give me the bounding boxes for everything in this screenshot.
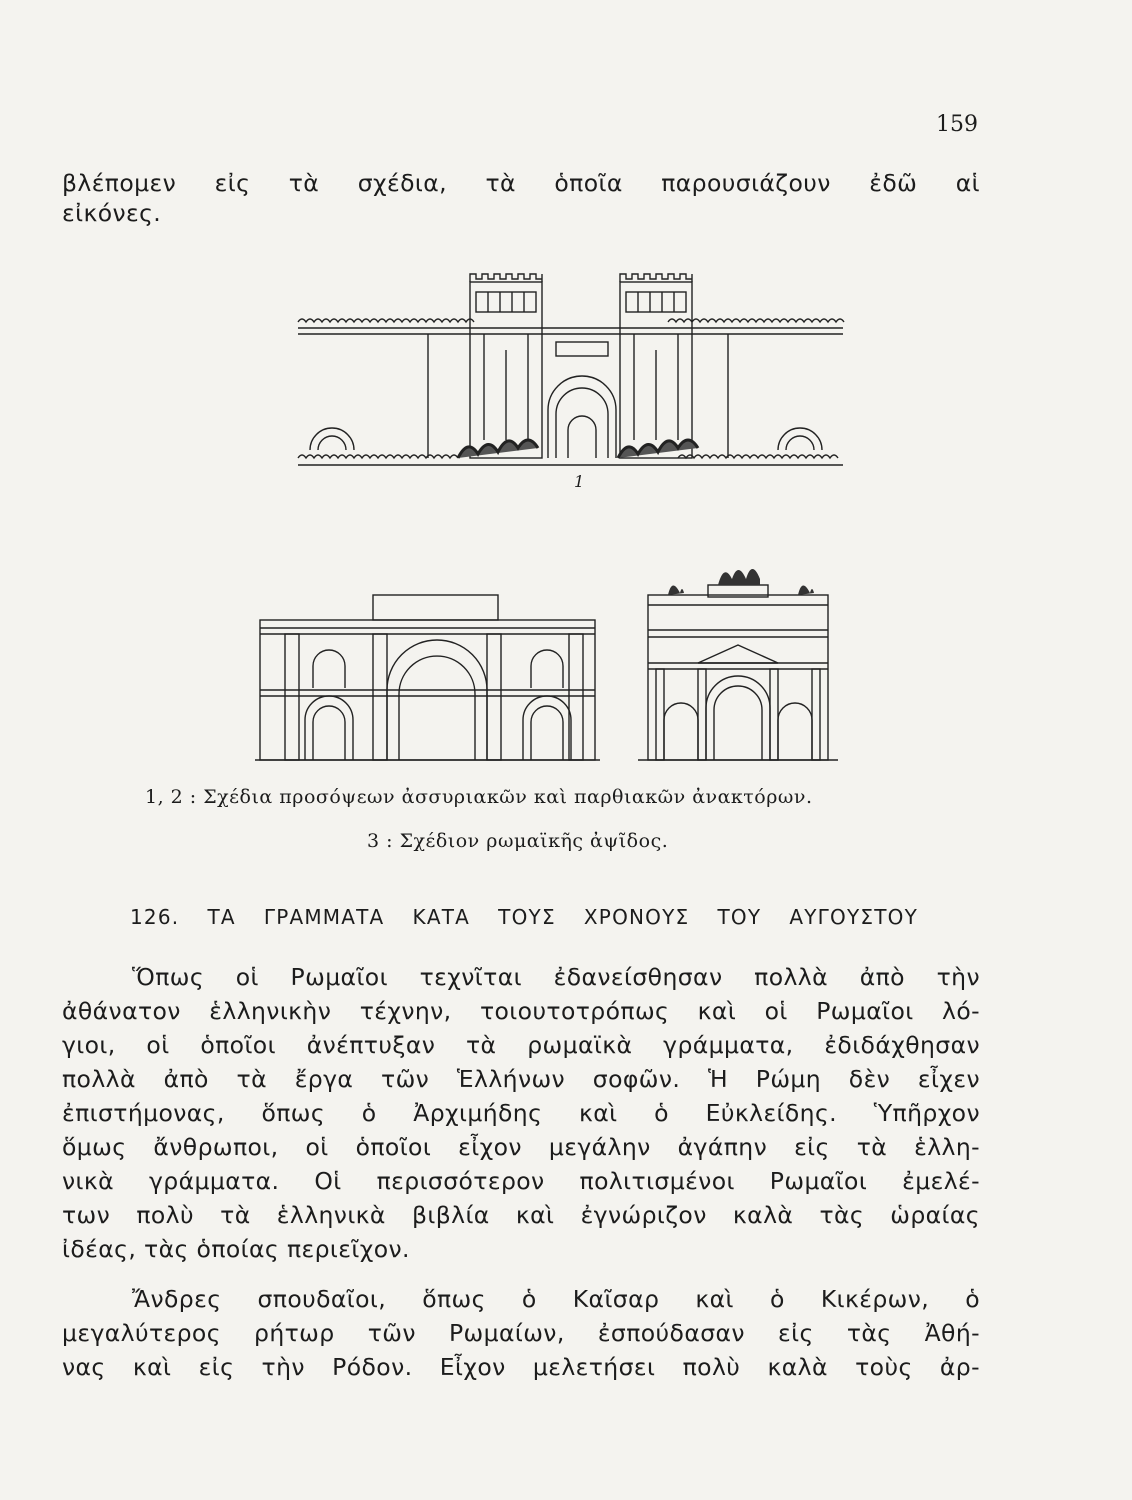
paragraph [62, 960, 980, 1266]
text-line: εἰκόνες. [62, 199, 162, 227]
figure-palace-facade [298, 270, 843, 490]
paragraph [62, 1282, 980, 1384]
text-line: γιοι, οἱ ὁποῖοι ἀνέπτυξαν τὰ ρωμαϊκὰ γράμματα, ἐδιδάχθησαν [62, 1031, 980, 1059]
figure-number: 1 [574, 472, 585, 491]
text-line: των πολὺ τὰ ἑλληνικὰ βιβλία καὶ ἐγνώριζον καλὰ τὰς ὡραίας [62, 1201, 980, 1229]
text-line: βλέπομεν εἰς τὰ σχέδια, τὰ ὁποῖα παρουσιάζουν ἐδῶ αἱ [62, 169, 980, 197]
text-line: μεγαλύτερος ρήτωρ τῶν Ρωμαίων, ἐσπούδασαν εἰς τὰς Ἀθή- [62, 1319, 980, 1347]
text-line: Ὅπως οἱ Ρωμαῖοι τεχνῖται ἐδανείσθησαν πολλὰ ἀπὸ τὴν [132, 963, 980, 991]
text-line: νικὰ γράμματα. Οἱ περισσότερον πολιτισμένοι Ρωμαῖοι ἐμελέ- [62, 1167, 980, 1195]
section-heading: 126. ΤΑ ΓΡΑΜΜΑΤΑ ΚΑΤΑ ΤΟΥΣ ΧΡΟΝΟΥΣ ΤΟΥ ΑΥΓΟΥΣΤΟΥ [130, 905, 918, 929]
figure-parthian-facade [255, 590, 600, 765]
text-line: ἐπιστήμονας, ὅπως ὁ Ἀρχιμήδης καὶ ὁ Εὐκλείδης. Ὑπῆρχον [62, 1099, 980, 1127]
figure-roman-arch [638, 545, 838, 770]
text-line: ἀθάνατον ἑλληνικὴν τέχνην, τοιουτοτρόπως καὶ οἱ Ρωμαῖοι λό- [62, 997, 980, 1025]
text-line: νας καὶ εἰς τὴν Ρόδον. Εἶχον μελετήσει πολὺ καλὰ τοὺς ἀρ- [62, 1353, 980, 1381]
intro-paragraph [62, 168, 980, 228]
figure-caption: 1, 2 : Σχέδια προσόψεων ἀσσυριακῶν καὶ παρθιακῶν ἀνακτόρων. [145, 786, 813, 808]
text-line: πολλὰ ἀπὸ τὰ ἔργα τῶν Ἑλλήνων σοφῶν. Ἡ Ρώμη δὲν εἶχεν [62, 1065, 980, 1093]
text-line: Ἄνδρες σπουδαῖοι, ὅπως ὁ Καῖσαρ καὶ ὁ Κικέρων, ὁ [132, 1285, 980, 1313]
figure-caption: 3 : Σχέδιον ρωμαϊκῆς ἀψῖδος. [367, 830, 669, 852]
text-line: ὅμως ἄνθρωποι, οἱ ὁποῖοι εἶχον μεγάλην ἀγάπην εἰς τὰ ἑλλη- [62, 1133, 980, 1161]
page-number: 159 [936, 112, 978, 137]
text-line: ἰδέας, τὰς ὁποίας περιεῖχον. [62, 1235, 410, 1263]
